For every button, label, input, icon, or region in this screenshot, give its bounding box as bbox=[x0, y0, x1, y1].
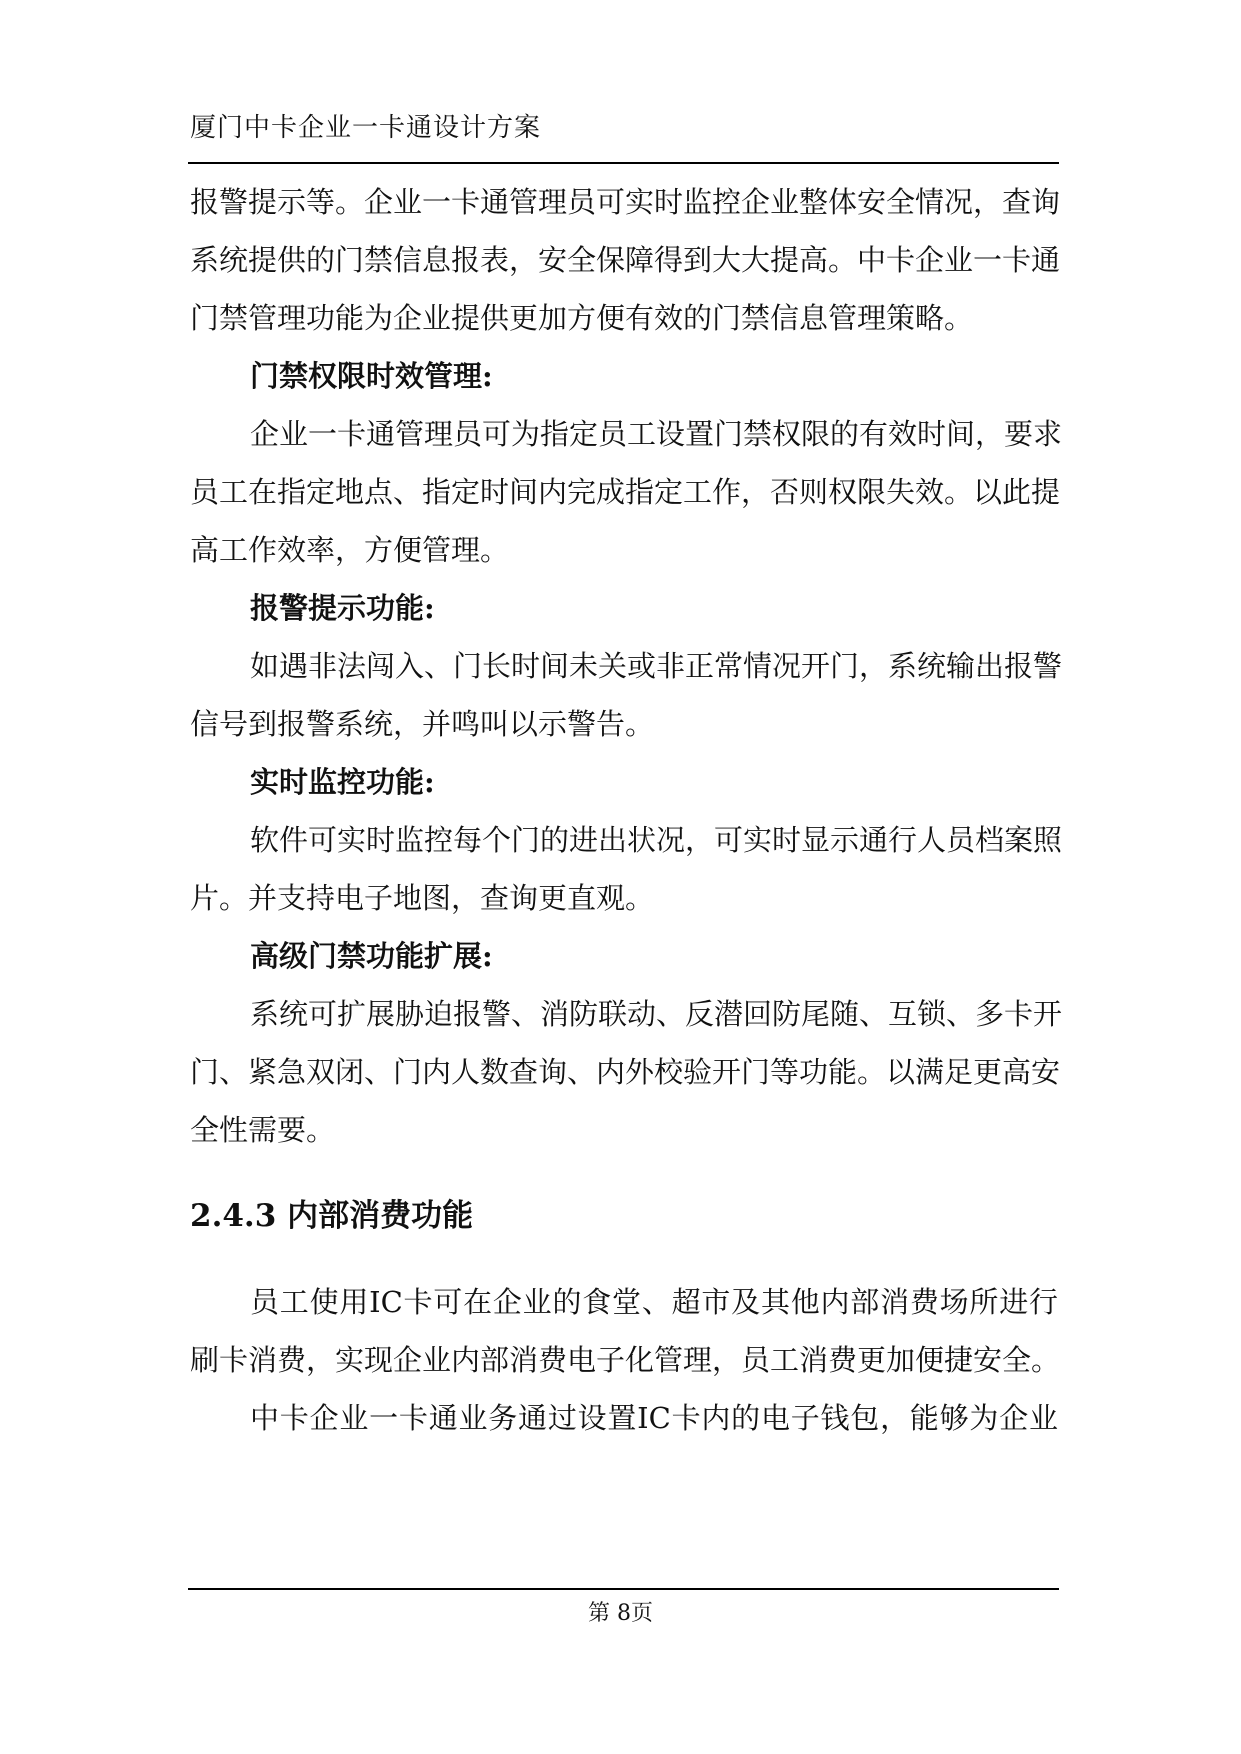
section-title: 2.4.3 内部消费功能 bbox=[190, 1198, 474, 1234]
paragraph-line: 系统可扩展胁迫报警、消防联动、反潜回防尾随、互锁、多卡开 bbox=[250, 997, 1063, 1031]
paragraph-line: 软件可实时监控每个门的进出状况，可实时显示通行人员档案照 bbox=[250, 823, 1063, 857]
paragraph-line: 中卡企业一卡通业务通过设置IC卡内的电子钱包，能够为企业 bbox=[250, 1401, 1058, 1435]
footer-rule bbox=[188, 1588, 1059, 1590]
page-header-title: 厦门中卡企业一卡通设计方案 bbox=[190, 113, 542, 143]
paragraph-line: 员工在指定地点、指定时间内完成指定工作，否则权限失效。以此提 bbox=[190, 475, 1061, 509]
paragraph-line: 系统提供的门禁信息报表，安全保障得到大大提高。中卡企业一卡通 bbox=[190, 243, 1061, 277]
subheading-realtime-monitoring: 实时监控功能: bbox=[250, 765, 435, 799]
subheading-alarm-function: 报警提示功能: bbox=[250, 591, 435, 625]
subheading-access-time-management: 门禁权限时效管理: bbox=[250, 359, 493, 393]
subheading-advanced-extension: 高级门禁功能扩展: bbox=[250, 939, 493, 973]
header-rule bbox=[188, 162, 1059, 164]
paragraph-line: 企业一卡通管理员可为指定员工设置门禁权限的有效时间，要求 bbox=[250, 417, 1063, 451]
page-number: 第 8页 bbox=[588, 1601, 653, 1626]
paragraph-line: 门、紧急双闭、门内人数查询、内外校验开门等功能。以满足更高安 bbox=[190, 1055, 1061, 1089]
paragraph-line: 刷卡消费，实现企业内部消费电子化管理，员工消费更加便捷安全。 bbox=[190, 1343, 1061, 1377]
paragraph-line: 信号到报警系统，并鸣叫以示警告。 bbox=[190, 707, 655, 741]
paragraph-line: 门禁管理功能为企业提供更加方便有效的门禁信息管理策略。 bbox=[190, 301, 974, 335]
paragraph-line: 报警提示等。企业一卡通管理员可实时监控企业整体安全情况，查询 bbox=[190, 185, 1061, 219]
paragraph-line: 高工作效率，方便管理。 bbox=[190, 533, 510, 567]
paragraph-line: 全性需要。 bbox=[190, 1113, 336, 1147]
paragraph-line: 如遇非法闯入、门长时间未关或非正常情况开门，系统输出报警 bbox=[250, 649, 1063, 683]
paragraph-line: 员工使用IC卡可在企业的食堂、超市及其他内部消费场所进行 bbox=[250, 1285, 1058, 1319]
paragraph-line: 片。并支持电子地图，查询更直观。 bbox=[190, 881, 655, 915]
